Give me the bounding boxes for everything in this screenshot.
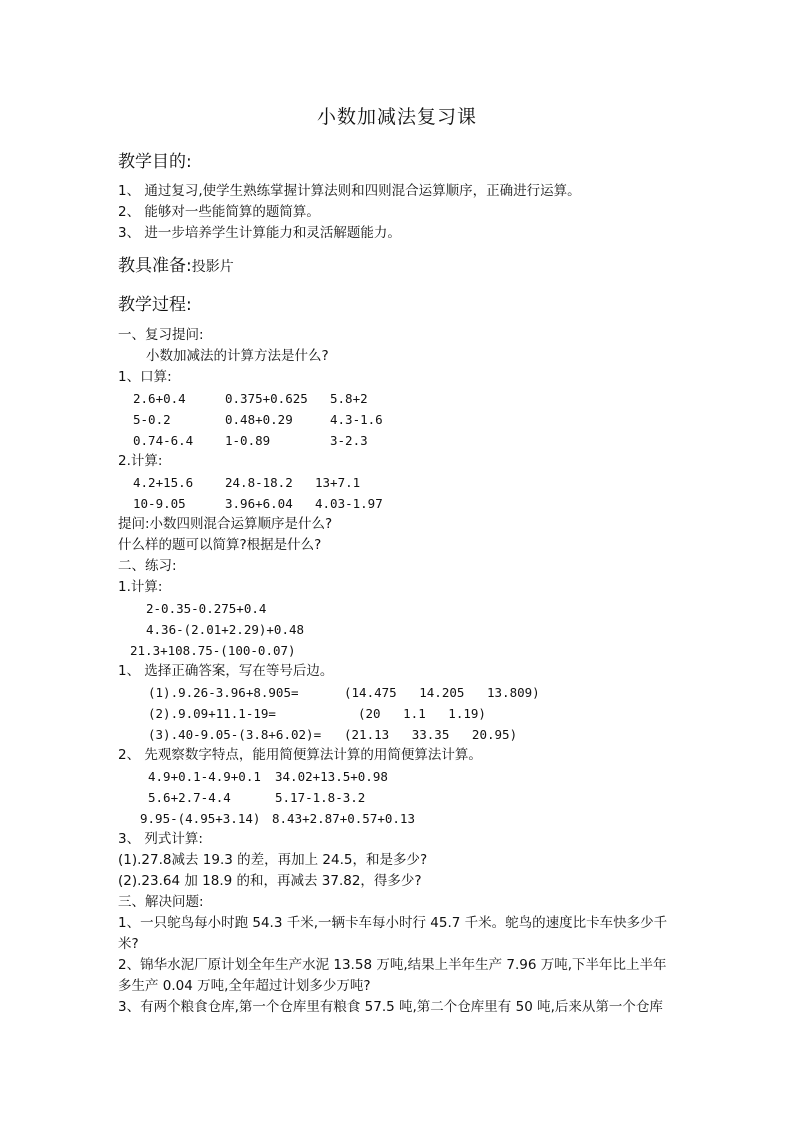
- calc-item: 3.96+6.04: [225, 496, 293, 511]
- solve-item-3: 3、有两个粮食仓库,第一个仓库里有粮食 57.5 吨,第二个仓库里有 50 吨,后来从第一个仓库: [118, 999, 663, 1015]
- practice-calc-item: 4.36-(2.01+2.29)+0.48: [146, 622, 305, 637]
- ask-order: 提问:小数四则混合运算顺序是什么?: [118, 516, 333, 532]
- calc-item: 13+7.1: [315, 475, 361, 490]
- calc-item: 4.2+15.6: [133, 475, 194, 490]
- calc-item: 10-9.05: [133, 496, 186, 511]
- practice-calc-item: 2-0.35-0.275+0.4: [146, 601, 267, 616]
- simple-item: 4.9+0.1-4.9+0.1: [148, 769, 261, 784]
- choose-options: (21.13 33.35 20.95): [344, 727, 518, 742]
- goal-item-3: 3、 进一步培养学生计算能力和灵活解题能力。: [118, 225, 401, 241]
- oral-item: 0.48+0.29: [225, 412, 293, 427]
- solve-item-1: 1、一只鸵鸟每小时跑 54.3 千米,一辆卡车每小时行 45.7 千米。鸵鸟的速度比卡车快多少千米?: [118, 915, 668, 952]
- simple-item: 34.02+13.5+0.98: [275, 769, 388, 784]
- choose-question: (3).40-9.05-(3.8+6.02)=: [148, 727, 322, 742]
- practice-calc-item: 21.3+108.75-(100-0.07): [130, 643, 296, 658]
- prep-label: 教具准备:: [118, 256, 192, 276]
- simple-item: 5.17-1.8-3.2: [275, 790, 366, 805]
- choose-options: (14.475 14.205 13.809): [344, 685, 540, 700]
- calc-item: 24.8-18.2: [225, 475, 293, 490]
- goal-item-1: 1、 通过复习,使学生熟练掌握计算法则和四则混合运算顺序，正确进行运算。: [118, 183, 581, 199]
- oral-item: 5.8+2: [330, 391, 368, 406]
- column-calc-item: (1).27.8减去 19.3 的差，再加上 24.5，和是多少?: [118, 852, 428, 868]
- practice-title: 二、练习:: [118, 558, 177, 574]
- choose-question: (2).9.09+11.1-19=: [148, 706, 276, 721]
- column-calc-title: 3、 列式计算:: [118, 831, 203, 847]
- calc-title: 2.计算:: [118, 453, 163, 469]
- page-title: 小数加减法复习课: [316, 106, 477, 128]
- review-question: 小数加减法的计算方法是什么?: [146, 348, 329, 364]
- review-title: 一、复习提问:: [118, 327, 204, 343]
- choose-options: (20 1.1 1.19): [358, 706, 486, 721]
- oral-item: 4.3-1.6: [330, 412, 383, 427]
- simple-title: 2、 先观察数字特点，能用简便算法计算的用简便算法计算。: [118, 747, 482, 763]
- ask-simplify: 什么样的题可以简算?根据是什么?: [118, 537, 322, 553]
- oral-item: 5-0.2: [133, 412, 171, 427]
- choose-title: 1、 选择正确答案，写在等号后边。: [118, 663, 334, 679]
- goal-heading: 教学目的:: [118, 152, 192, 172]
- oral-item: 0.375+0.625: [225, 391, 308, 406]
- simple-item: 5.6+2.7-4.4: [148, 790, 231, 805]
- oral-title: 1、口算:: [118, 369, 172, 385]
- choose-question: (1).9.26-3.96+8.905=: [148, 685, 299, 700]
- oral-item: 2.6+0.4: [133, 391, 186, 406]
- practice-calc-title: 1.计算:: [118, 579, 163, 595]
- oral-item: 0.74-6.4: [133, 433, 194, 448]
- oral-item: 1-0.89: [225, 433, 271, 448]
- prep-heading: [118, 254, 234, 279]
- solve-item-2: 2、锦华水泥厂原计划全年生产水泥 13.58 万吨,结果上半年生产 7.96 万吨,下半年比上半年多生产 0.04 万吨,全年超过计划多少万吨?: [118, 957, 667, 994]
- process-heading: 教学过程:: [118, 295, 192, 315]
- simple-item: 9.95-(4.95+3.14): [140, 811, 261, 826]
- solve-title: 三、解决问题:: [118, 894, 204, 910]
- goal-item-2: 2、 能够对一些能简算的题简算。: [118, 204, 320, 220]
- column-calc-item: (2).23.64 加 18.9 的和，再减去 37.82，得多少?: [118, 873, 422, 889]
- calc-item: 4.03-1.97: [315, 496, 383, 511]
- simple-item: 8.43+2.87+0.57+0.13: [272, 811, 415, 826]
- oral-item: 3-2.3: [330, 433, 368, 448]
- prep-value: 投影片: [191, 259, 234, 275]
